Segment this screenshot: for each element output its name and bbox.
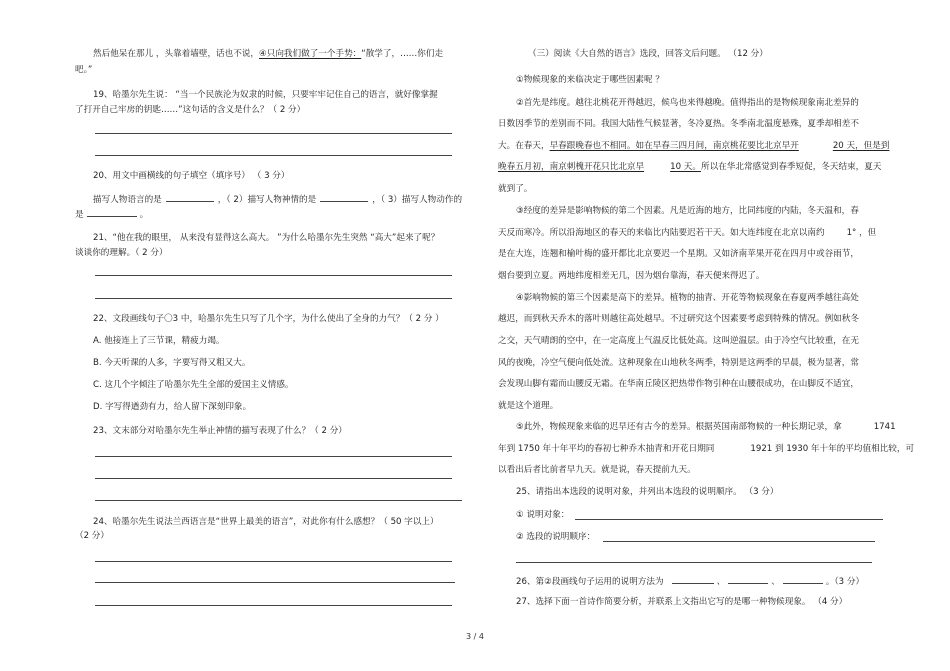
passage-para-1: ①物候现象的来临决定于哪些因素呢 ？ bbox=[516, 75, 664, 85]
underlined-sentence: 早春跟晚春也不相同。如在早春三四月间，南京桃花要比北京早开 bbox=[549, 141, 799, 151]
text: 。 bbox=[139, 210, 149, 220]
text: 天反而寒冷。所以沿海地区的春天的来临比内陆要迟若干天。如大连纬度在北京以南约 bbox=[498, 228, 825, 238]
answer-line[interactable] bbox=[603, 541, 875, 542]
answer-line[interactable] bbox=[95, 561, 452, 562]
question-21-line-1: 21、“他在我的眼里， 从来没有显得这么高大。 ”为什么哈墨尔先生突然 “高大”起来了呢？ bbox=[93, 233, 440, 243]
underlined-sentence: 10 天。 bbox=[670, 162, 701, 172]
passage-para-2-line bbox=[498, 140, 889, 152]
text: 1° ，但 bbox=[846, 228, 877, 238]
text: 。（3 分） bbox=[825, 577, 865, 587]
passage-para-4-line: 会发现山脚有霜而山腰反无霜。在华南丘陵区把热带作物引种在山腰很成功，在山脚反不适宜， bbox=[498, 379, 859, 389]
text: 、 bbox=[771, 577, 780, 587]
text: 、 bbox=[716, 577, 726, 587]
question-23: 23、文末部分对哈墨尔先生举止神情的描写表现了什么？（ 2 分） bbox=[93, 426, 347, 436]
text: 大。在春天， bbox=[498, 141, 550, 151]
question-20-line-1: 20、用文中画横线的句子填空（填序号） （ 3 分） bbox=[93, 171, 290, 181]
answer-line[interactable] bbox=[95, 500, 462, 501]
fill-blank-1[interactable] bbox=[166, 192, 214, 202]
text: 所以在华北常感觉到春季短促，冬天结束，夏天 bbox=[700, 162, 882, 172]
passage-para-3-line: 烟台要到立夏。两地纬度相差无几，因为烟台靠海，春天便来得迟了。 bbox=[498, 271, 765, 281]
text: “散学了，……你们走 bbox=[361, 49, 444, 59]
passage-line-2: 吧。” bbox=[75, 65, 93, 75]
passage-para-4-line: 风的夜晚，冷空气便向低处流。这种现象在山地秋冬两季，特别是这两季的早晨，极为显著，常 bbox=[498, 358, 859, 368]
passage-para-2-line: 日数因季节的差别而不同。我国大陆性气候显著，冬冷夏热。冬季南北温度悬殊，夏季却相差不 bbox=[498, 119, 859, 129]
passage-para-4-line: 之交，天气晴朗的空中，在一定高度上气温反比低处高。这叫逆温层。由于冷空气比较重，在无 bbox=[498, 336, 859, 346]
text: 1741 bbox=[873, 422, 896, 432]
passage-para-2-line bbox=[498, 161, 881, 173]
passage-para-3-line bbox=[498, 227, 876, 239]
question-25: 25、请指出本选段的说明对象，并列出本选段的说明顺序。 （3 分） bbox=[516, 487, 779, 497]
question-24-line-2: （2 分） bbox=[75, 531, 109, 541]
text: ⑤此外，物候现象来临的迟早还有古今的差异。根据英国南部物候的一种长期记录，拿 bbox=[516, 422, 842, 432]
underlined-sentence: 晚春五月初，南京刺槐开花只比北京早 bbox=[498, 162, 645, 172]
passage-para-4-line: ④影响物候的第三个因素是高下的差异。植物的抽青、开花等物候现象在春夏两季越往高处 bbox=[516, 293, 859, 303]
text: 段画线句子运用的说明方法为 bbox=[551, 577, 664, 587]
answer-line[interactable] bbox=[516, 562, 872, 563]
answer-line[interactable] bbox=[95, 456, 452, 457]
text: 然后他呆在那儿 ，头靠着墙壁，话也不说， bbox=[93, 49, 260, 59]
section-heading: （三）阅读《大自然的语言》选段，回答文后问题。 （12 分） bbox=[528, 49, 768, 59]
fill-blank-method-1[interactable] bbox=[672, 574, 714, 584]
passage-para-3-line: ③经度的差异是影响物候的第二个因素。凡是近海的地方，比同纬度的内陆，冬天温和，春 bbox=[516, 206, 859, 216]
question-19-line-1: 19、哈墨尔先生说： “当一个民族沦为奴隶的时候，只要牢牢记住自己的语言，就好像掌握 bbox=[93, 90, 438, 100]
question-25-part-2: ② 选段的说明顺序： bbox=[516, 532, 596, 542]
question-24-line-1: 24、哈墨尔先生说法兰西语言是“世界上最美的语言”，对此你有什么感想？（ 50 字以上） bbox=[93, 517, 439, 527]
passage-para-5-line bbox=[498, 443, 914, 455]
fill-blank-2[interactable] bbox=[320, 192, 368, 202]
underlined-sentence: 20 天，但是到 bbox=[832, 141, 890, 151]
passage-para-2-line: 就到了。 bbox=[498, 184, 533, 194]
answer-line[interactable] bbox=[575, 519, 883, 520]
option-b[interactable]: B. 今天听课的人多，字要写得又粗又大。 bbox=[93, 358, 251, 368]
passage-para-4-line: 越迟，而到秋天乔木的落叶则越往高处越早。不过研究这个因素要考虑到特殊的情况。例如秋冬 bbox=[498, 314, 859, 324]
passage-para-2-line: ②首先是纬度。越往北桃花开得越迟，候鸟也来得越晚。值得指出的是物候现象南北差异的 bbox=[516, 98, 859, 108]
passage-line-1 bbox=[93, 48, 443, 60]
answer-line[interactable] bbox=[95, 155, 452, 156]
text: 1921 到 1930 年十年的平均值相比较，可 bbox=[750, 444, 915, 454]
passage-para-5-line bbox=[516, 421, 896, 433]
text: 描写人物语言的是 bbox=[93, 195, 162, 205]
fill-blank-3[interactable] bbox=[87, 207, 137, 217]
fill-blank-method-2[interactable] bbox=[728, 574, 768, 584]
answer-line[interactable] bbox=[95, 275, 452, 276]
option-d[interactable]: D. 字写得遒劲有力，给人留下深刻印象。 bbox=[93, 402, 252, 412]
question-26 bbox=[516, 574, 864, 588]
option-c[interactable]: C. 这几个字倾注了哈墨尔先生全部的爱国主义情感。 bbox=[93, 380, 294, 390]
text: 年到 1750 年十年平均的春初七种乔木抽青和开花日期同 bbox=[498, 444, 715, 454]
question-20-line-3 bbox=[75, 207, 148, 221]
answer-line[interactable] bbox=[95, 133, 452, 134]
answer-line[interactable] bbox=[95, 582, 455, 583]
text: 26、第 bbox=[516, 577, 545, 587]
page-number: 3 / 4 bbox=[466, 632, 484, 641]
answer-line[interactable] bbox=[95, 605, 452, 606]
question-20-line-2 bbox=[93, 192, 462, 206]
passage-para-5-line: 以看出后者比前者早九天。就是说，春天提前九天。 bbox=[498, 465, 696, 475]
question-27: 27、选择下面一首诗作简要分析，并联系上文指出它写的是哪一种物候现象。 （4 分） bbox=[516, 597, 848, 607]
question-19-line-2: 了打开自己牢房的钥匙……”这句话的含义是什么？（ 2 分） bbox=[75, 105, 306, 115]
circled-number: ② bbox=[544, 577, 552, 587]
text: ，（ 2）描写人物神情的是 bbox=[217, 195, 317, 205]
text: ，（ 3）描写人物动作的 bbox=[372, 195, 463, 205]
passage-para-4-line: 就是这个道理。 bbox=[498, 401, 559, 411]
text: 是 bbox=[75, 210, 84, 220]
passage-para-3-line: 是在大连，连翘和榆叶梅的盛开都比北京要迟一个星期。又如济南苹果开花在四月中或谷雨节， bbox=[498, 249, 859, 259]
answer-line[interactable] bbox=[95, 298, 452, 299]
question-25-part-1: ① 说明对象： bbox=[516, 510, 570, 520]
question-21-line-2: 谈谈你的理解。（ 2 分） bbox=[75, 248, 168, 258]
answer-line[interactable] bbox=[95, 478, 452, 479]
underlined-sentence-4: ④只向我们做了一个手势： bbox=[259, 49, 362, 59]
question-22-line-1: 22、文段画线句子〇3 中，哈墨尔先生只写了几个字，为什么使出了全身的力气？（ 2 分 ） bbox=[93, 314, 444, 324]
option-a[interactable]: A. 他接连上了三节课，精疲力竭。 bbox=[93, 336, 225, 346]
fill-blank-method-3[interactable] bbox=[783, 574, 823, 584]
